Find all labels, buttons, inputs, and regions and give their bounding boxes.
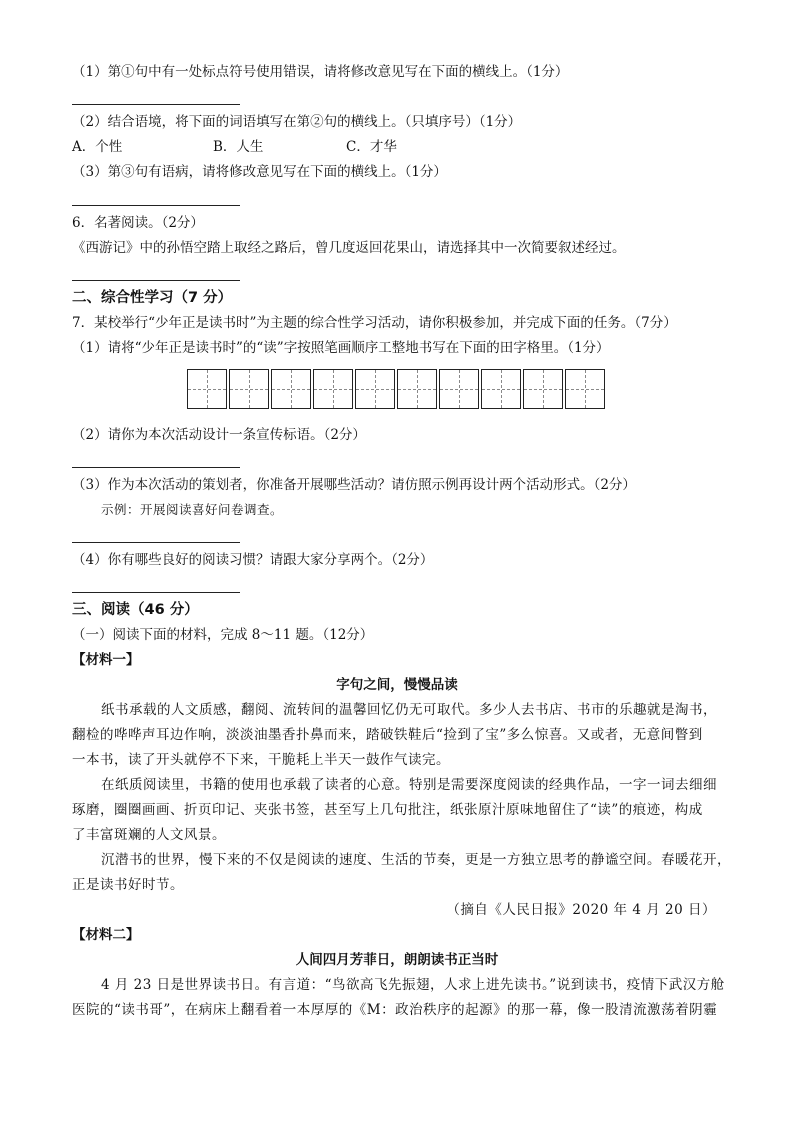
tianzige-cell[interactable] — [355, 369, 395, 409]
option-c: C．才华 — [346, 139, 397, 155]
tianzige-cell[interactable] — [229, 369, 269, 409]
tianzige-cell[interactable] — [439, 369, 479, 409]
material1-source: （摘自《人民日报》2020 年 4 月 20 日） — [446, 902, 716, 918]
tianzige-cell[interactable] — [397, 369, 437, 409]
section3-heading: 三、阅读（46 分） — [72, 602, 199, 618]
material1-title: 字句之间，慢慢品读 — [336, 677, 458, 693]
tianzige-cell[interactable] — [523, 369, 563, 409]
material1-line: 纸书承载的人文质感，翻阅、流转间的温馨回忆仍无可取代。多少人去书店、书市的乐趣就是淘书， — [101, 702, 717, 718]
tianzige-cell[interactable] — [271, 369, 311, 409]
material2-line: 医院的“读书哥”，在病床上翻看着一本厚厚的《M：政治秩序的起源》的那一幕，像一股清流激荡着阴霾 — [72, 1002, 718, 1018]
section2-heading: 二、综合性学习（7 分） — [72, 290, 233, 306]
material1-line: 琢磨，圈圈画画、折页印记、夹张书签，甚至写上几句批注，纸张原汁原味地留住了“读”的痕迹，构成 — [72, 802, 703, 818]
tianzige-cell[interactable] — [313, 369, 353, 409]
q7-part3: （3）作为本次活动的策划者，你准备开展哪些活动？请仿照示例再设计两个活动形式。（2分） — [72, 477, 636, 493]
q5-part3: （3）第③句有语病，请将修改意见写在下面的横线上。（1分） — [72, 164, 447, 180]
reading-intro: （一）阅读下面的材料，完成 8～11 题。（12分） — [72, 627, 374, 643]
answer-line[interactable] — [72, 542, 240, 543]
material1-line: 在纸质阅读里，书籍的使用也承载了读者的心意。特别是需要深度阅读的经典作品，一字一词去细细 — [101, 777, 717, 793]
q6-title: 6．名著阅读。（2分） — [72, 215, 204, 231]
q7-part4: （4）你有哪些良好的阅读习惯？请跟大家分享两个。（2分） — [72, 552, 434, 568]
q7-title: 7．某校举行“少年正是读书时”为主题的综合性学习活动，请你积极参加，并完成下面的任务。（7分） — [72, 315, 677, 331]
tianzige-grid[interactable] — [187, 369, 607, 409]
tianzige-cell[interactable] — [187, 369, 227, 409]
q5-part2: （2）结合语境，将下面的词语填写在第②句的横线上。（只填序号）（1分） — [72, 114, 522, 130]
answer-line[interactable] — [72, 280, 240, 281]
material2-title: 人间四月芳菲日，朗朗读书正当时 — [295, 952, 499, 968]
material2-line: 4 月 23 日是世界读书日。有言道：“鸟欲高飞先振翅，人求上进先读书。”说到读书，疫情下武汉方舱 — [101, 977, 725, 993]
material1-line: 翻检的哗哗声耳边作响，淡淡油墨香扑鼻而来，踏破铁鞋后“捡到了宝”多么惊喜。又或者，无意间瞥到 — [72, 727, 703, 743]
material1-line: 正是读书好时节。 — [72, 877, 184, 893]
tianzige-cell[interactable] — [481, 369, 521, 409]
material1-label: 【材料一】 — [72, 652, 140, 668]
material1-line: 沉潜书的世界，慢下来的不仅是阅读的速度、生活的节奏，更是一方独立思考的静谧空间。春暖花开， — [101, 852, 731, 868]
option-a: A．个性 — [72, 139, 123, 155]
q6-text: 《西游记》中的孙悟空踏上取经之路后，曾几度返回花果山，请选择其中一次简要叙述经过。 — [72, 240, 626, 256]
material1-line: 了丰富斑斓的人文风景。 — [72, 827, 226, 843]
q7-example: 示例：开展阅读喜好问卷调查。 — [101, 502, 284, 517]
material2-label: 【材料二】 — [72, 927, 140, 943]
answer-line[interactable] — [72, 205, 240, 206]
answer-line[interactable] — [72, 592, 240, 593]
tianzige-cell[interactable] — [565, 369, 605, 409]
answer-line[interactable] — [72, 104, 240, 105]
option-b: B．人生 — [213, 139, 264, 155]
q5-part1: （1）第①句中有一处标点符号使用错误，请将修改意见写在下面的横线上。（1分） — [72, 64, 569, 80]
material1-line: 一本书，读了开头就停不下来，干脆耗上半天一鼓作气读完。 — [72, 752, 450, 768]
q7-part2: （2）请你为本次活动设计一条宣传标语。（2分） — [72, 427, 366, 443]
q7-part1: （1）请将“少年正是读书时”的“读”字按照笔画顺序工整地书写在下面的田字格里。（1分） — [72, 340, 610, 356]
answer-line[interactable] — [72, 467, 240, 468]
